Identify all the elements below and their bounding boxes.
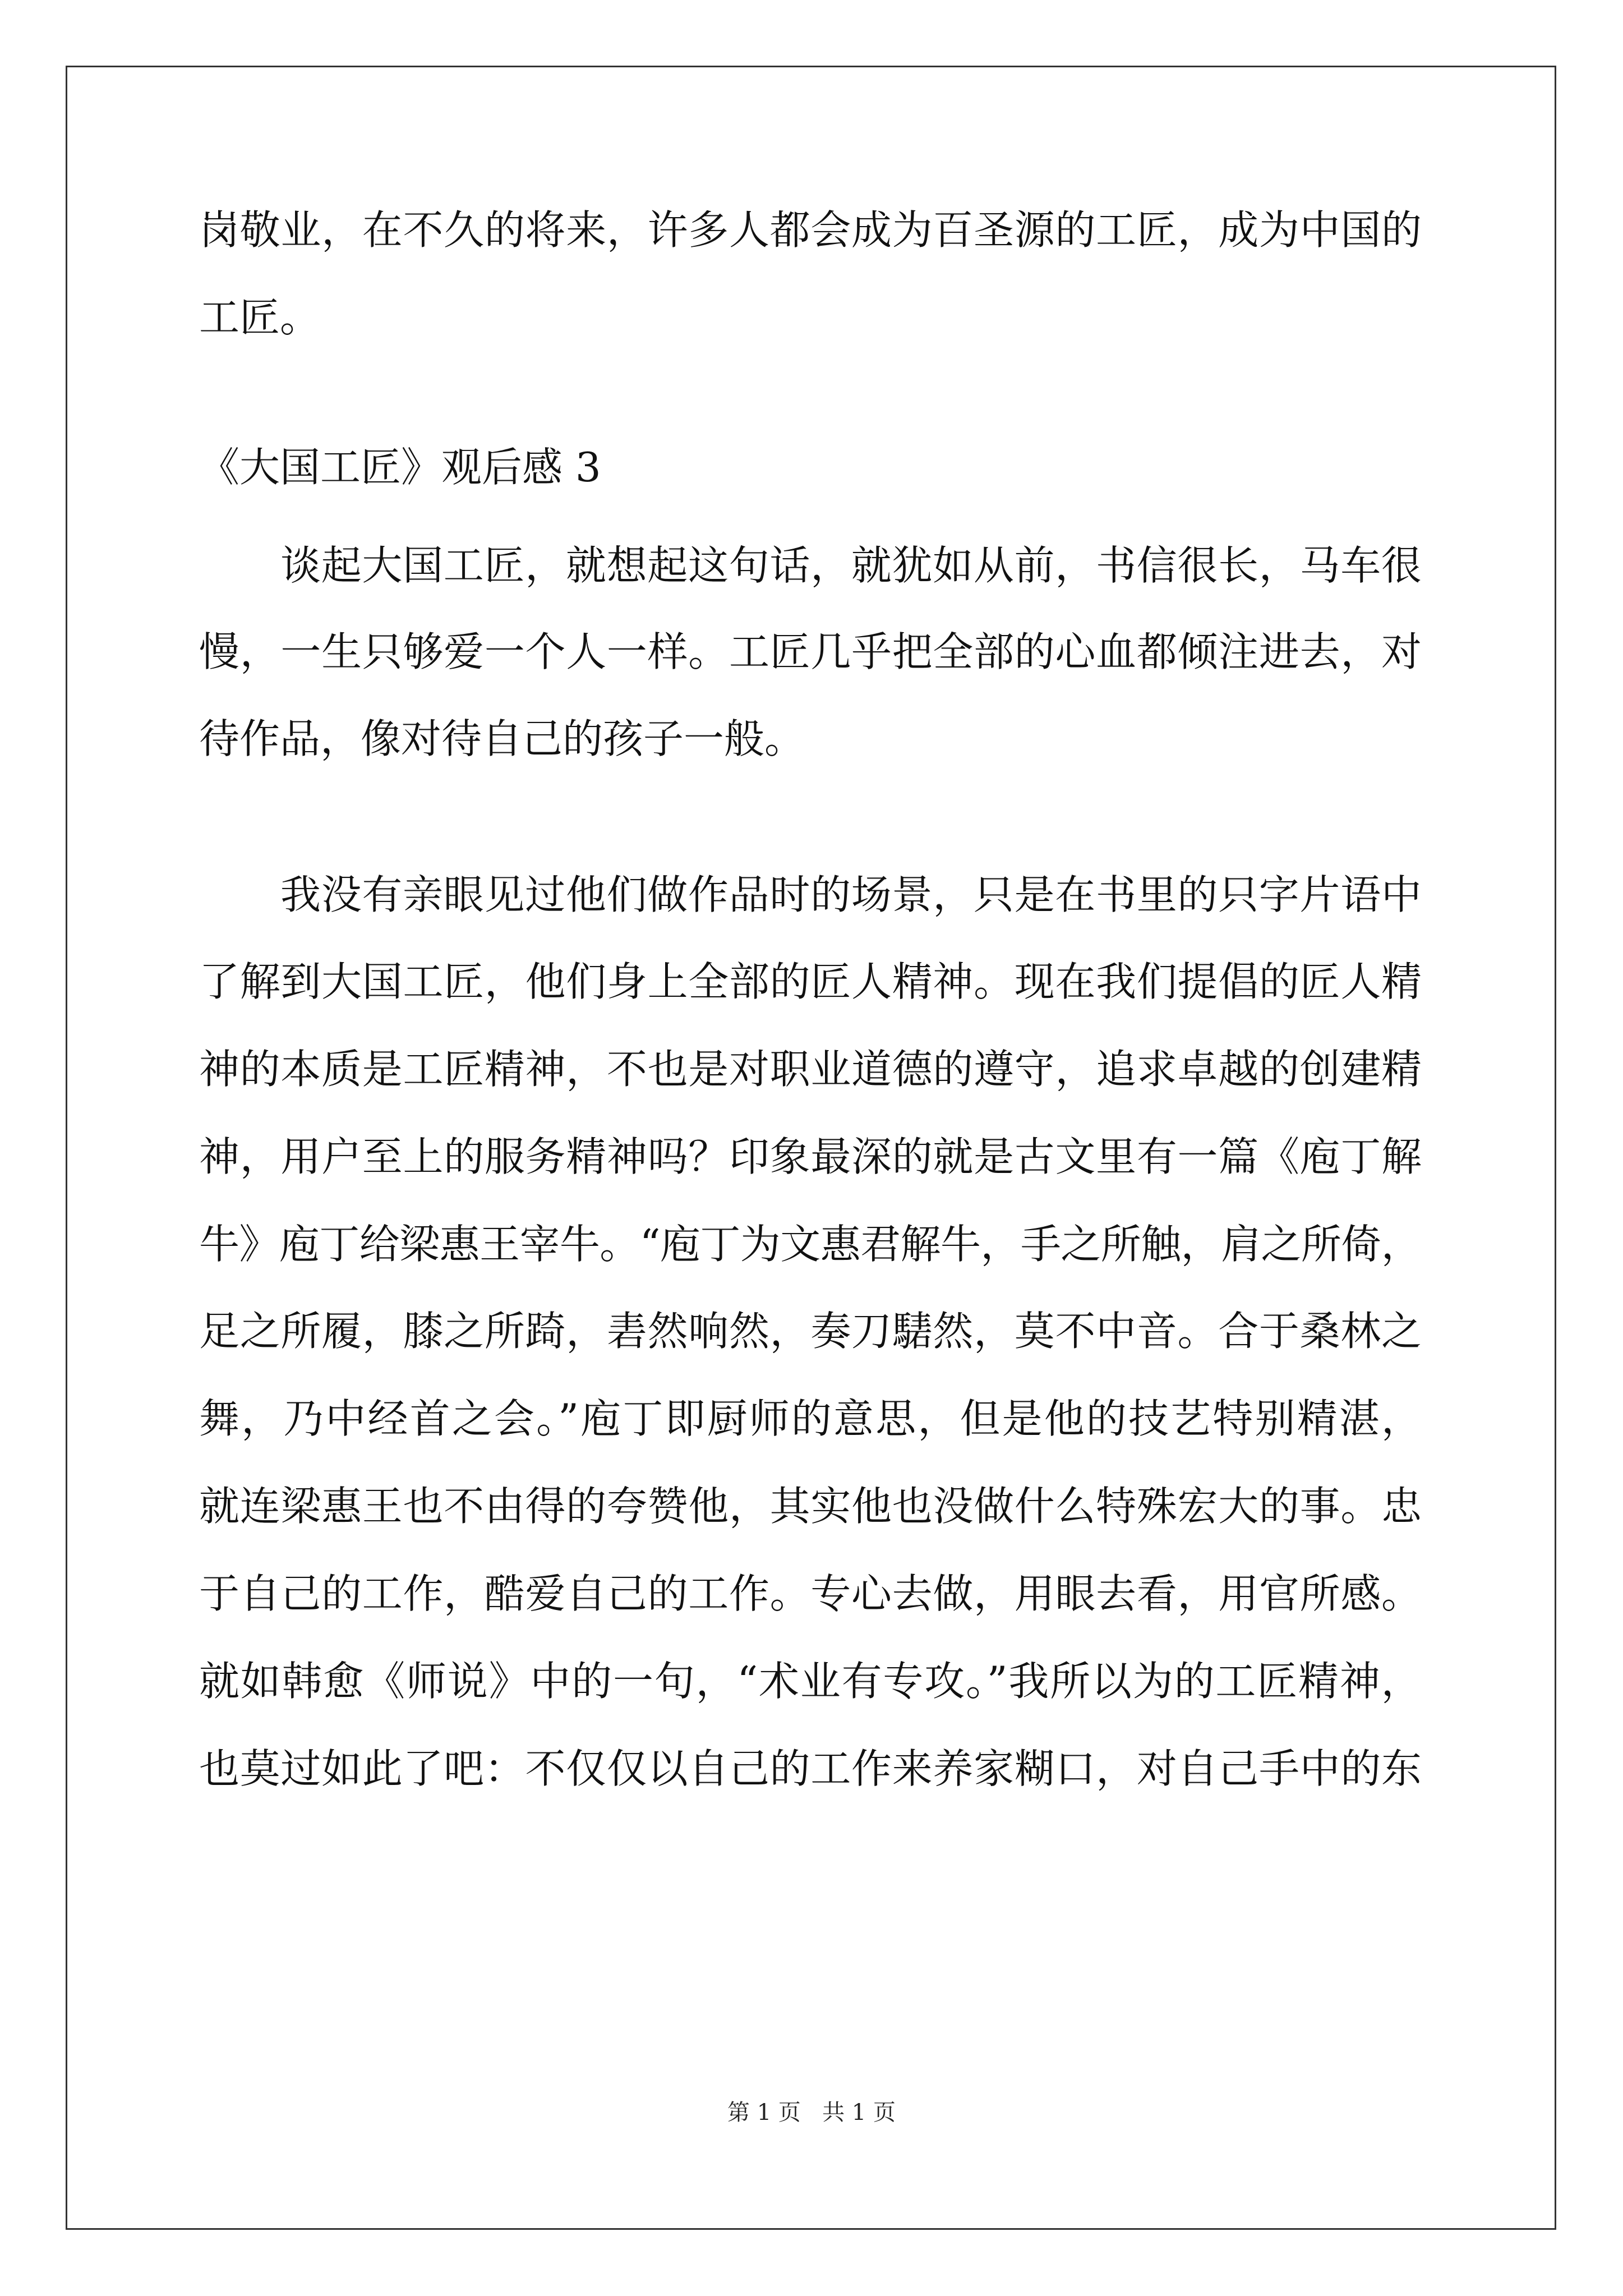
paragraph-1-line-2: 慢，一生只够爱一个人一样。工匠几乎把全部的心血都倾注进去，对	[199, 628, 1422, 675]
paragraph-2-line-4: 神，用户至上的服务精神吗？印象最深的就是古文里有一篇《庖丁解	[199, 1133, 1422, 1180]
paragraph-2-line-2: 了解到大国工匠，他们身上全部的匠人精神。现在我们提倡的匠人精	[199, 958, 1422, 1005]
paragraph-2-line-5: 牛》庖丁给梁惠王宰牛。“庖丁为文惠君解牛，手之所触，肩之所倚，	[199, 1221, 1422, 1268]
paragraph-2-line-1: 我没有亲眼见过他们做作品时的场景，只是在书里的只字片语中	[280, 871, 1422, 918]
paragraph-1-line-3: 待作品，像对待自己的孩子一般。	[199, 715, 805, 762]
paragraph-2-line-10: 就如韩愈《师说》中的一句，“术业有专攻。”我所以为的工匠精神，	[199, 1658, 1423, 1705]
paragraph-2-line-11: 也莫过如此了吧：不仅仅以自己的工作来养家糊口，对自己手中的东	[199, 1745, 1422, 1792]
paragraph-2-line-3: 神的本质是工匠精神，不也是对职业道德的遵守，追求卓越的创建精	[199, 1046, 1422, 1093]
paragraph-2-line-7: 舞，乃中经首之会。”庖丁即厨师的意思，但是他的技艺特别精湛，	[199, 1395, 1424, 1442]
text-line-2: 工匠。	[199, 294, 321, 341]
text-line-1: 岗敬业，在不久的将来，许多人都会成为百圣源的工匠，成为中国的	[199, 206, 1422, 254]
paragraph-2-line-9: 于自己的工作，酷爱自己的工作。专心去做，用眼去看，用官所感。	[199, 1570, 1422, 1617]
paragraph-1-line-1: 谈起大国工匠，就想起这句话，就犹如从前，书信很长，马车很	[280, 542, 1422, 589]
section-heading: 《大国工匠》观后感 3	[199, 444, 601, 491]
paragraph-2-line-8: 就连梁惠王也不由得的夸赞他，其实他也没做什么特殊宏大的事。忠	[199, 1483, 1422, 1530]
paragraph-2-line-6: 足之所履，膝之所踦，砉然响然，奏刀騞然，莫不中音。合于桑林之	[199, 1308, 1422, 1355]
page-footer: 第 1 页 共 1 页	[727, 2100, 896, 2125]
